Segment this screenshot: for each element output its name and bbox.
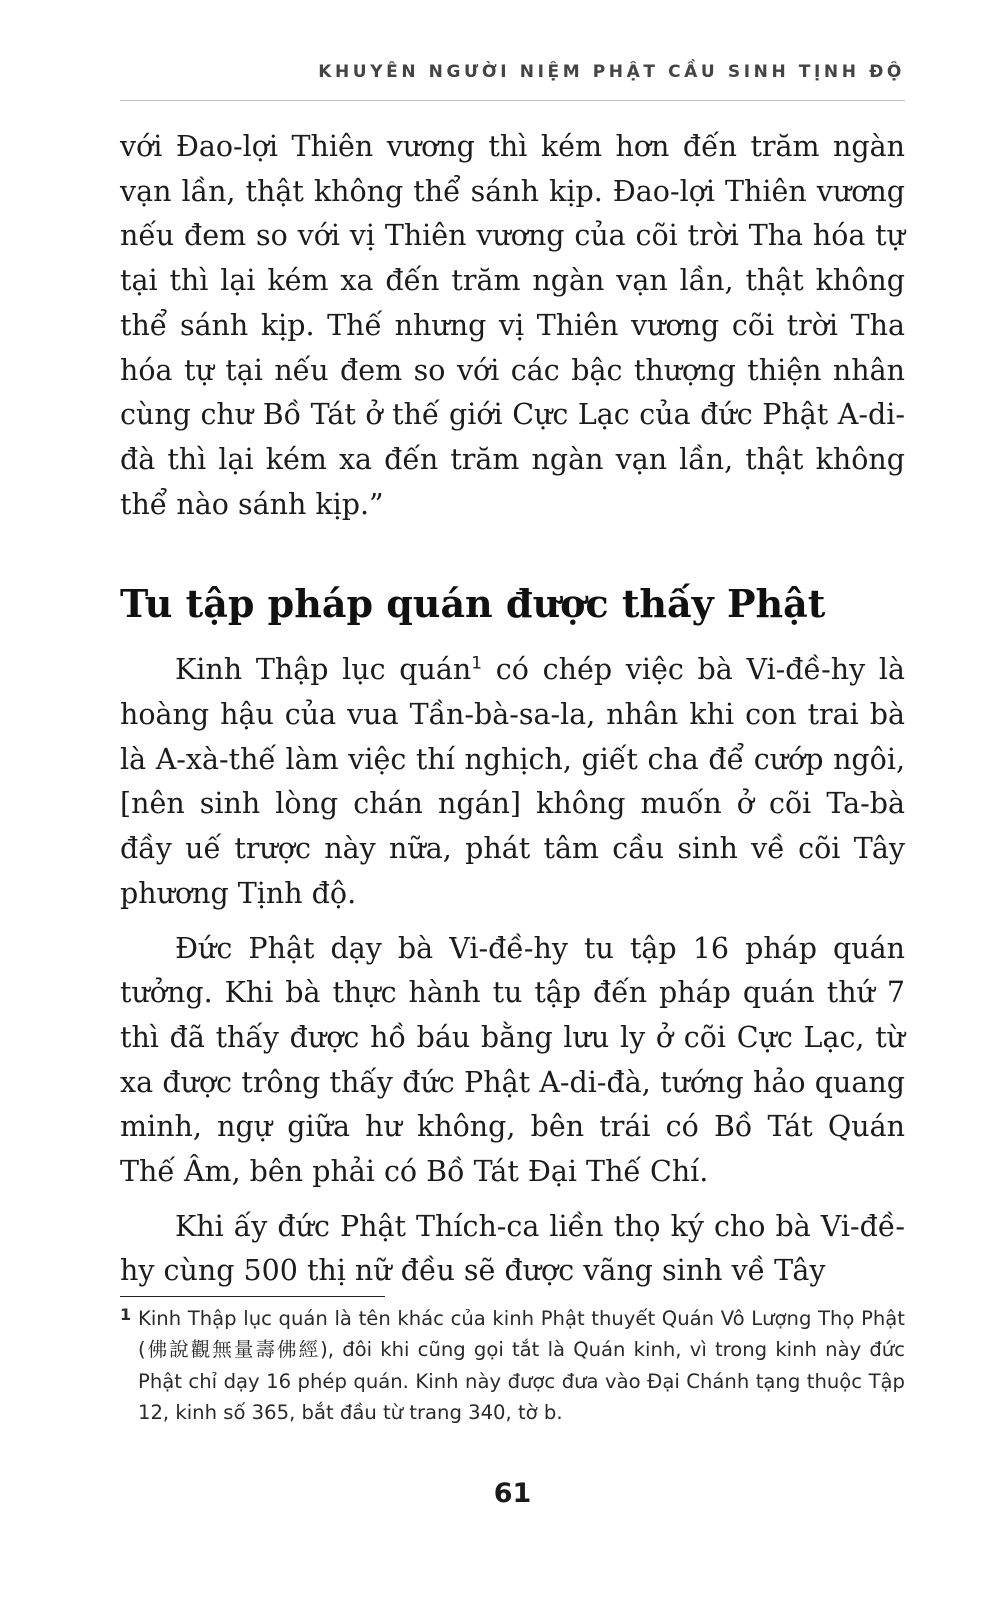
- continued-paragraph: với Đao-lợi Thiên vương thì kém hơn đến trăm ngàn vạn lần, thật không thể sánh kịp. Đao-lợi Thiên vương nếu đem so với vị Thiên vương của cõi trời Tha hóa tự tại thì lại kém xa đến trăm ngàn vạn lần, thật không thể sánh kịp. Thế nhưng vị Thiên vương cõi trời Tha hóa tự tại nếu đem so với các bậc thượng thiện nhân cùng chư Bồ Tát ở thế giới Cực Lạc của đức Phật A-di-đà thì lại kém xa đến trăm ngàn vạn lần, thật không thể nào sánh kịp.”: [120, 130, 905, 521]
- body-text: [120, 125, 905, 1294]
- footnote-text: Kinh Thập lục quán là tên khác của kinh Phật thuyết Quán Vô Lượng Thọ Phật (佛說觀無量壽佛經), đôi khi cũng gọi tắt là Quán kinh, vì trong kinh này đức Phật chỉ dạy 16 phép quán. Kinh này được đưa vào Đại Chánh tạng thuộc Tập 12, kinh số 365, bắt đầu từ trang 340, tờ b.: [138, 1307, 905, 1425]
- footnote-reference[interactable]: 1: [471, 653, 483, 674]
- running-header: KHUYÊN NGƯỜI NIỆM PHẬT CẦU SINH TỊNH ĐỘ: [318, 62, 905, 82]
- footnote: [120, 1303, 905, 1429]
- paragraph-3: Khi ấy đức Phật Thích-ca liền thọ ký cho bà Vi-đề-hy cùng 500 thị nữ đều sẽ được vãng sinh về Tây: [120, 1209, 905, 1288]
- footnote-divider: [120, 1296, 385, 1297]
- paragraph-1: [120, 648, 905, 916]
- header-divider: [120, 100, 905, 101]
- footnote-marker: 1: [120, 1305, 132, 1324]
- paragraph-1-rest: có chép việc bà Vi-đề-hy là hoàng hậu của vua Tần-bà-sa-la, nhân khi con trai bà là A-xà-thế làm việc thí nghịch, giết cha để cướp ngôi, [nên sinh lòng chán ngán] không muốn ở cõi Ta-bà đầy uế trược này nữa, phát tâm cầu sinh về cõi Tây phương Tịnh độ.: [120, 653, 905, 910]
- paragraph-1-start: Kinh Thập lục quán: [175, 653, 472, 687]
- page-number: 61: [493, 1478, 532, 1509]
- paragraph-2: Đức Phật dạy bà Vi-đề-hy tu tập 16 pháp quán tưởng. Khi bà thực hành tu tập đến pháp quán thứ 7 thì đã thấy được hồ báu bằng lưu ly ở cõi Cực Lạc, từ xa được trông thấy đức Phật A-di-đà, tướng hảo quang minh, ngự giữa hư không, bên trái có Bồ Tát Quán Thế Âm, bên phải có Bồ Tát Đại Thế Chí.: [120, 931, 905, 1189]
- section-heading: Tu tập pháp quán được thấy Phật: [120, 581, 826, 627]
